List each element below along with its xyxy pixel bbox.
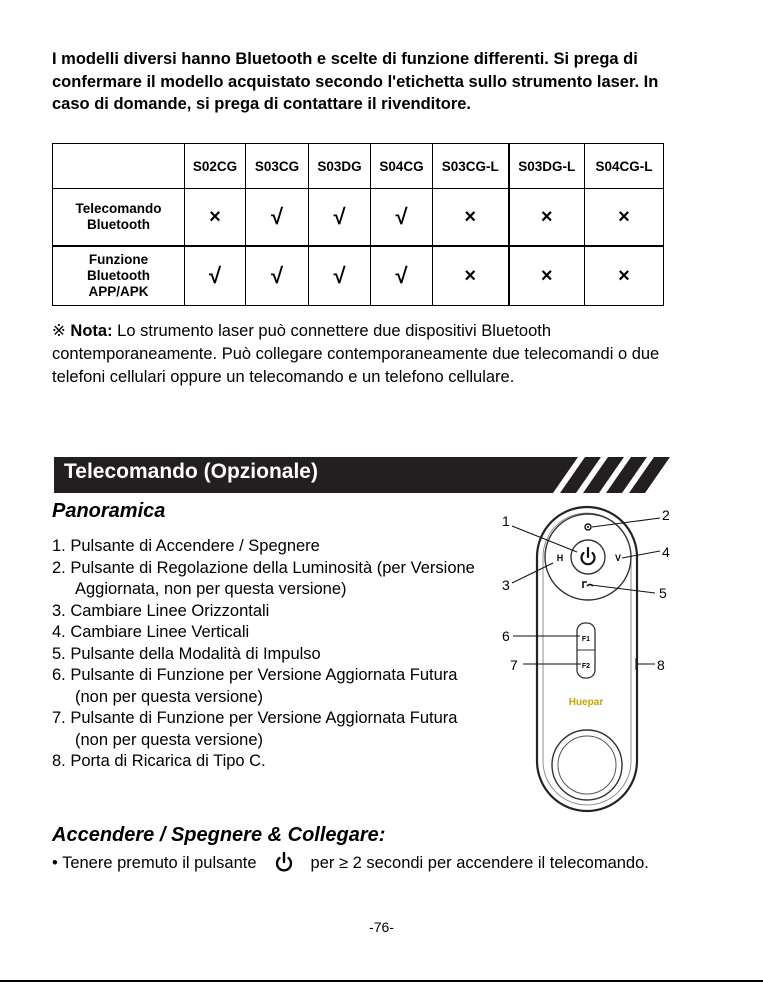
list-item: 8. Porta di Ricarica di Tipo C. [52,752,266,770]
row-label [53,189,185,247]
callout-1: 1 [502,513,510,529]
list-item: 5. Pulsante della Modalità di Impulso [52,644,321,663]
row-label-line: Bluetooth [87,217,150,232]
callout-3: 3 [502,577,510,593]
model-comparison-table [52,143,664,306]
cell-mark: √ [309,189,371,247]
row-label-line: Funzione [88,252,149,267]
cell-mark: √ [371,246,433,306]
feature-list [52,536,492,773]
cell-mark: × [433,189,509,247]
list-item: 3. Cambiare Linee Orizzontali [52,601,270,620]
callout-2: 2 [662,507,670,523]
intro-paragraph: I modelli diversi hanno Bluetooth e scelte di funzione differenti. Si prega di confermare il modello acquistato secondo l'etichetta sullo strumento laser. In caso di domande, si prega di contattare il rivenditore. [52,50,659,113]
callout-8: 8 [657,657,665,673]
header-model: S04CG-L [585,144,664,189]
f1-button-label: F1 [581,636,591,643]
remote-illustration [495,505,695,825]
header-model: S04CG [371,144,433,189]
row-label [53,246,185,306]
header-model: S03DG [309,144,371,189]
callout-4: 4 [662,544,670,560]
row-label-line: APP/APK [88,284,149,299]
f2-button-label: F2 [581,663,591,670]
section-title-bar [54,457,670,493]
remote-diagram [495,505,695,825]
power-instructions [52,851,702,875]
cell-mark: √ [246,246,309,306]
power-text-after: per ≥ 2 secondi per accendere il telecomando. [310,854,649,872]
row-label-line: Bluetooth [87,268,150,283]
cell-mark: √ [371,189,433,247]
list-item: 2. Pulsante di Regolazione della Luminosità (per Versione Aggiornata, non per questa versione) [52,558,475,598]
row-label-line: Telecomando [75,201,162,216]
header-model: S03CG-L [433,144,509,189]
bottom-divider [0,980,763,982]
header-empty-cell [53,144,185,189]
vertical-button-label: V [614,553,622,563]
callout-7: 7 [510,657,518,673]
cell-mark: × [509,189,585,247]
list-item: 6. Pulsante di Funzione per Versione Aggiornata Futura (non per questa versione) [52,666,458,706]
power-icon [273,851,295,873]
page-number: -76- [369,919,394,935]
note-label: Nota: [70,322,113,340]
callout-5: 5 [659,585,667,601]
power-section-heading: Accendere / Spegnere & Collegare: [52,824,386,846]
section-title: Telecomando (Opzionale) [64,460,318,483]
cell-mark: √ [185,246,246,306]
header-model: S03DG-L [509,144,585,189]
cell-mark: × [433,246,509,306]
brand-logo: Huepar [568,697,604,708]
horizontal-button-label: H [556,553,564,563]
table-row [53,189,664,247]
note-paragraph [52,320,702,389]
overview-heading: Panoramica [52,500,166,522]
note-symbol: ※ [52,322,66,340]
header-model: S02CG [185,144,246,189]
note-text: Lo strumento laser può connettere due dispositivi Bluetooth contemporaneamente. Può collegare contemporaneamente due telecomandi o due telefoni cellulari oppure un telecomando e un telefono cellulare. [52,322,660,386]
header-model: S03CG [246,144,309,189]
cell-mark: × [185,189,246,247]
list-item: 1. Pulsante di Accendere / Spegnere [52,537,320,555]
table-row [53,246,664,306]
callout-6: 6 [502,628,510,644]
cell-mark: × [585,189,664,247]
table-header-row [53,144,664,189]
cell-mark: √ [246,189,309,247]
cell-mark: × [585,246,664,306]
bottom-button-inner [558,736,616,794]
cell-mark: × [509,246,585,306]
cell-mark: √ [309,246,371,306]
power-text-before: • Tenere premuto il pulsante [52,854,257,872]
list-item: 4. Cambiare Linee Verticali [52,623,250,641]
list-item: 7. Pulsante di Funzione per Versione Aggiornata Futura (non per questa versione) [52,709,458,749]
